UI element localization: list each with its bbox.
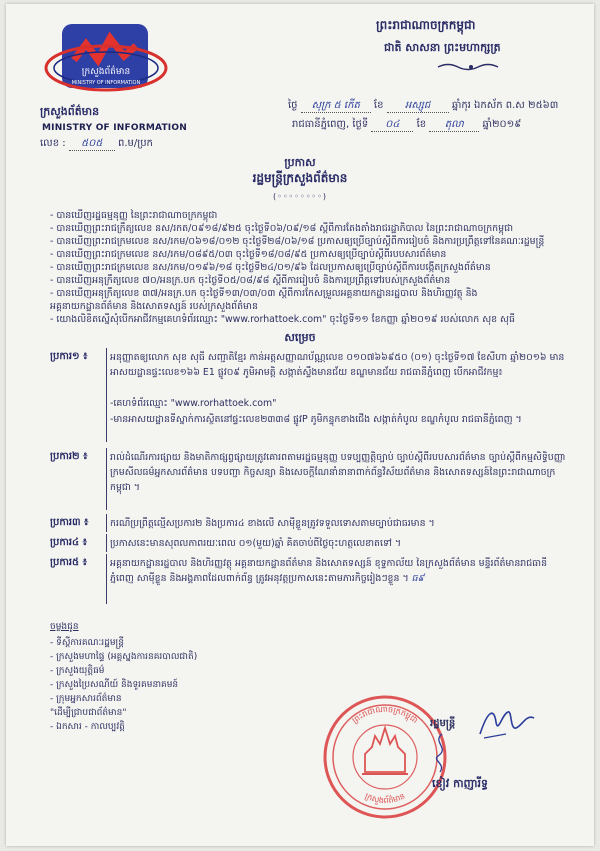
ministry-name-kh: ក្រសួងព័ត៌មាន [40, 105, 100, 118]
reference-line: - បានឃើញរដ្ឋធម្មនុញ្ញ នៃព្រះរាជាណាចក្រកម្ពុជា [50, 210, 218, 221]
recipient-item: - ក្រសួងយុត្តិធម៌ [50, 666, 105, 676]
logo-en-text: MINISTRY OF INFORMATION [71, 80, 141, 86]
ministry-logo [40, 20, 172, 106]
recipient-item: - ទីស្តីការគណៈរដ្ឋមន្ត្រី [50, 638, 124, 648]
signatory-title: រដ្ឋមន្ត្រី [430, 718, 456, 729]
recipient-item: - ឯកសារ - កាលប្បវត្តិ [50, 722, 125, 732]
recipients-heading: ចម្លងជូន [50, 622, 79, 632]
handwritten-signature [476, 704, 546, 744]
article-label: ប្រការ៤ ៖ [50, 537, 87, 548]
article-text: អគ្គនាយកដ្ឋានរដ្ឋបាល និងហិរញ្ញវត្ថុ អគ្គនាយកដ្ឋានព័ត៌មាន និងសោតទស្សន៍ ខុទ្ទកាល័យ នៃក្រសួងព័ត៌មាន មន្ទីរព័ត៌មានរាជធានីភ្នំពេញ សាម៉ីខ្លួន និងអង្គភាពដែលពាក់ព័ន្ធ ត្រូវអនុវត្តប្រកាសនេះតាមភារកិច្ចរៀងៗខ្លួន ។ ធ៩ [110, 558, 548, 584]
article-hand-mark: ធ៩ [411, 573, 425, 584]
recipient-item: - ក្រសួងប្រៃសណីយ៍ និងទូរគមនាគមន៍ [50, 680, 179, 690]
article-label: ប្រការ៣ ៖ [50, 517, 89, 528]
logo-kh-text: ក្រសួងព័ត៌មាន [81, 67, 131, 77]
article-label: ប្រការ២ ៖ [50, 451, 88, 462]
reference-line: - បានឃើញព្រះរាជក្រមលេខ នស/រកម/០៦១៨/០១២ ចុះថ្ងៃទី២៨/០៦/១៨ ប្រកាសឲ្យប្រើច្បាប់ស្តីពីការរៀបចំ និងការប្រព្រឹត្តទៅនៃគណៈរដ្ឋមន្ត្រី [50, 236, 545, 247]
ministry-name-en: MINISTRY OF INFORMATION [42, 123, 187, 133]
article-label: ប្រការ១ ៖ [50, 351, 88, 362]
article-label: ប្រការ៥ ៖ [50, 557, 87, 568]
document-type-title: ប្រកាស [284, 156, 316, 169]
reference-line: អគ្គនាយកដ្ឋានព័ត៌មាន និងសោតទស្សន៍ របស់ក្រសួងព័ត៌មាន [50, 301, 258, 312]
reference-line: - បានឃើញអនុក្រឹត្យលេខ ៣៧/អនក្រ.បក ចុះថ្ងៃទី១៣/០៣/០៣ ស្តីពីការកែសម្រួលអគ្គនាយកដ្ឋានរដ្ឋបាល និងហិរញ្ញវត្ថុ និង [50, 288, 478, 299]
article-sub-website: -គេហទំព័រឈ្មោះ "www.rorhattoek.com" [110, 398, 277, 409]
city-date-line: រាជធានីភ្នំពេញ, ថ្ងៃទី ០៤ ខែ តុលា ឆ្នាំ២០១៩ [292, 119, 522, 130]
lunar-date-line: ថ្ងៃ សុក្រ ៥ កើត ខែ អស្សុជ ឆ្នាំកុរ ឯកស័ក ព.ស ២៥៦៣ [288, 100, 559, 111]
article-divider [106, 534, 107, 552]
decision-heading: សម្រេច [284, 331, 316, 344]
article-divider [106, 348, 107, 442]
document-page [6, 4, 594, 846]
seal-top-text: ព្រះរាជាណាចក្រកម្ពុជា [350, 704, 420, 726]
title-ornament: (◦◦◦◦◦◦◦◦) [273, 192, 327, 201]
ref-label: លេខ : [40, 138, 66, 149]
kingdom-heading: ព្រះរាជាណាចក្រកម្ពុជា [376, 18, 476, 32]
recipient-item: - ក្រុមអ្នកសារព័ត៌មាន [50, 694, 122, 704]
article-divider [106, 554, 107, 604]
article-text: ប្រកាសនេះមានសុពលភាពរយៈពេល ០១(មួយ)ឆ្នាំ គិតចាប់ពីថ្ងៃចុះហត្ថលេខាតទៅ ។ [110, 538, 402, 549]
reference-number-row [40, 137, 153, 151]
lunar-year: ឆ្នាំកុរ ឯកស័ក ព.ស ២៥៦៣ [451, 100, 559, 111]
year: ឆ្នាំ២០១៩ [482, 119, 522, 130]
seal-bottom-text: ក្រសួងព័ត៌មាន [363, 791, 407, 806]
handwritten-initial [428, 732, 456, 776]
article-text: រាល់ដំណើរការផ្សាយ និងមាតិកាផ្សព្វផ្សាយត្រូវគោរពតាមរដ្ឋធម្មនុញ្ញ បទប្បញ្ញត្តិច្បាប់ ច្បាប់ស្តីពីរបបសារព័ត៌មាន ច្បាប់ស្តីពីកម្មសិទ្ធិបញ្ញា ក្រមសីលធម៌អ្នកសារព័ត៌មាន បទបញ្ជា កិច្ចសន្យា និងសេចក្តីណែនាំនានាពាក់ព័ន្ធវិស័យព័ត៌មាន និងសោតទស្សន៍នៃព្រះរាជាណាចក្រកម្ពុជា ។ [110, 452, 566, 493]
reference-line: - បានឃើញព្រះរាជក្រមលេខ នស/រកម/០៨៩៥/០៣ ចុះថ្ងៃទី១៨/០៨/៩៥ ប្រកាសឲ្យប្រើច្បាប់ស្តីពីរបបសារព័ត៌មាន [50, 249, 447, 260]
lunar-day-hand: សុក្រ ៥ កើត [301, 99, 371, 113]
svg-text:ព្រះរាជាណាចក្រកម្ពុជា [350, 705, 419, 725]
reference-line: - បានឃើញព្រះរាជក្រឹត្យលេខ នស/រកត/០៩១៨/៩២៥ ចុះថ្ងៃទី០៦/០៩/១៨ ស្តីពីការតែងតាំងរាជរដ្ឋាភិបាល នៃព្រះរាជាណាចក្រកម្ពុជា [50, 223, 514, 234]
lunar-month-hand: អស្សុជ [387, 99, 449, 113]
reference-line: - បានឃើញព្រះរាជក្រមលេខ នស/រកម/០១៩៦/១៨ ចុះថ្ងៃទី២៤/០១/៩៦ ដែលប្រកាសឲ្យប្រើច្បាប់ស្តីពីការបង្កើតក្រសួងព័ត៌មាន [50, 262, 491, 273]
article-text: អនុញ្ញាតឲ្យលោក សុខ សុធី សញ្ជាតិខ្មែរ កាន់អត្តសញ្ញាណប័ណ្ណលេខ ០១០៧៦៦៩៥០ (០១) ចុះថ្ងៃទី១៧ ខែសីហា ឆ្នាំ២០១៦ មានអាសយដ្ឋានផ្ទះលេខ១៦៦ E1 ផ្លូវ០៩ ភូមិអាមត្តិ សង្កាត់ស្ទឹងមានជ័យ ខណ្ឌមានជ័យ រាជធានីភ្នំពេញ បើកអាជីវកម្ម៖ [110, 352, 565, 378]
ornament-divider [436, 62, 506, 72]
national-motto: ជាតិ សាសនា ព្រះមហាក្សត្រ [384, 41, 501, 54]
recipient-item: "ដើម្បីជ្រាបជាព័ត៌មាន" [50, 708, 127, 718]
website-name: www.rorhattoek.com [174, 398, 273, 409]
article-divider [106, 448, 107, 510]
ref-suffix: ព.ម/ប្រក [117, 138, 153, 149]
article-text: ករណីប្រព្រឹត្តល្មើសប្រការ២ និងប្រការ៤ ខាងលើ សាម៉ីខ្លួនត្រូវទទួលទោសតាមច្បាប់ជាធរមាន ។ [110, 518, 435, 529]
article-divider [106, 514, 107, 532]
reference-line: - យោងលិខិតស្នើសុំបើកអាជីវកម្មគេហទំព័រឈ្មោះ "www.rorhattoek.com" ចុះថ្ងៃទី១១ ខែកញ្ញា ឆ្នាំ២០១៩ របស់លោក សុខ សុធី [50, 314, 515, 325]
svg-text:ក្រសួងព័ត៌មាន [364, 791, 407, 805]
issuer-title: រដ្ឋមន្ត្រីក្រសួងព័ត៌មាន [252, 171, 348, 185]
reference-line: - បានឃើញអនុក្រឹត្យលេខ ៧០/អនក្រ.បក ចុះថ្ងៃទី០៥/០៨/៩៨ ស្តីពីការរៀបចំ និងការប្រព្រឹត្តទៅរបស់ក្រសួងព័ត៌មាន [50, 275, 451, 286]
recipient-item: - ក្រសួងមហាផ្ទៃ (អគ្គស្នងការនគរបាលជាតិ) [50, 652, 198, 662]
day-hand: ០៤ [371, 118, 413, 132]
article-sub-address: -មានអាសយដ្ឋានទីស្នាក់ការស្ថិតនៅផ្ទះលេខ២៣៣៨ ផ្លូវP ភូមិកន្ទុកខាងជើង សង្កាត់កំបូល ខណ្ឌកំបូល រាជធានីភ្នំពេញ ។ [110, 414, 522, 425]
ref-number: ៥០៥ [69, 137, 115, 151]
signatory-name: ខៀវ កាញារីទ្ធ [432, 777, 488, 790]
month-hand: តុលា [429, 118, 479, 132]
